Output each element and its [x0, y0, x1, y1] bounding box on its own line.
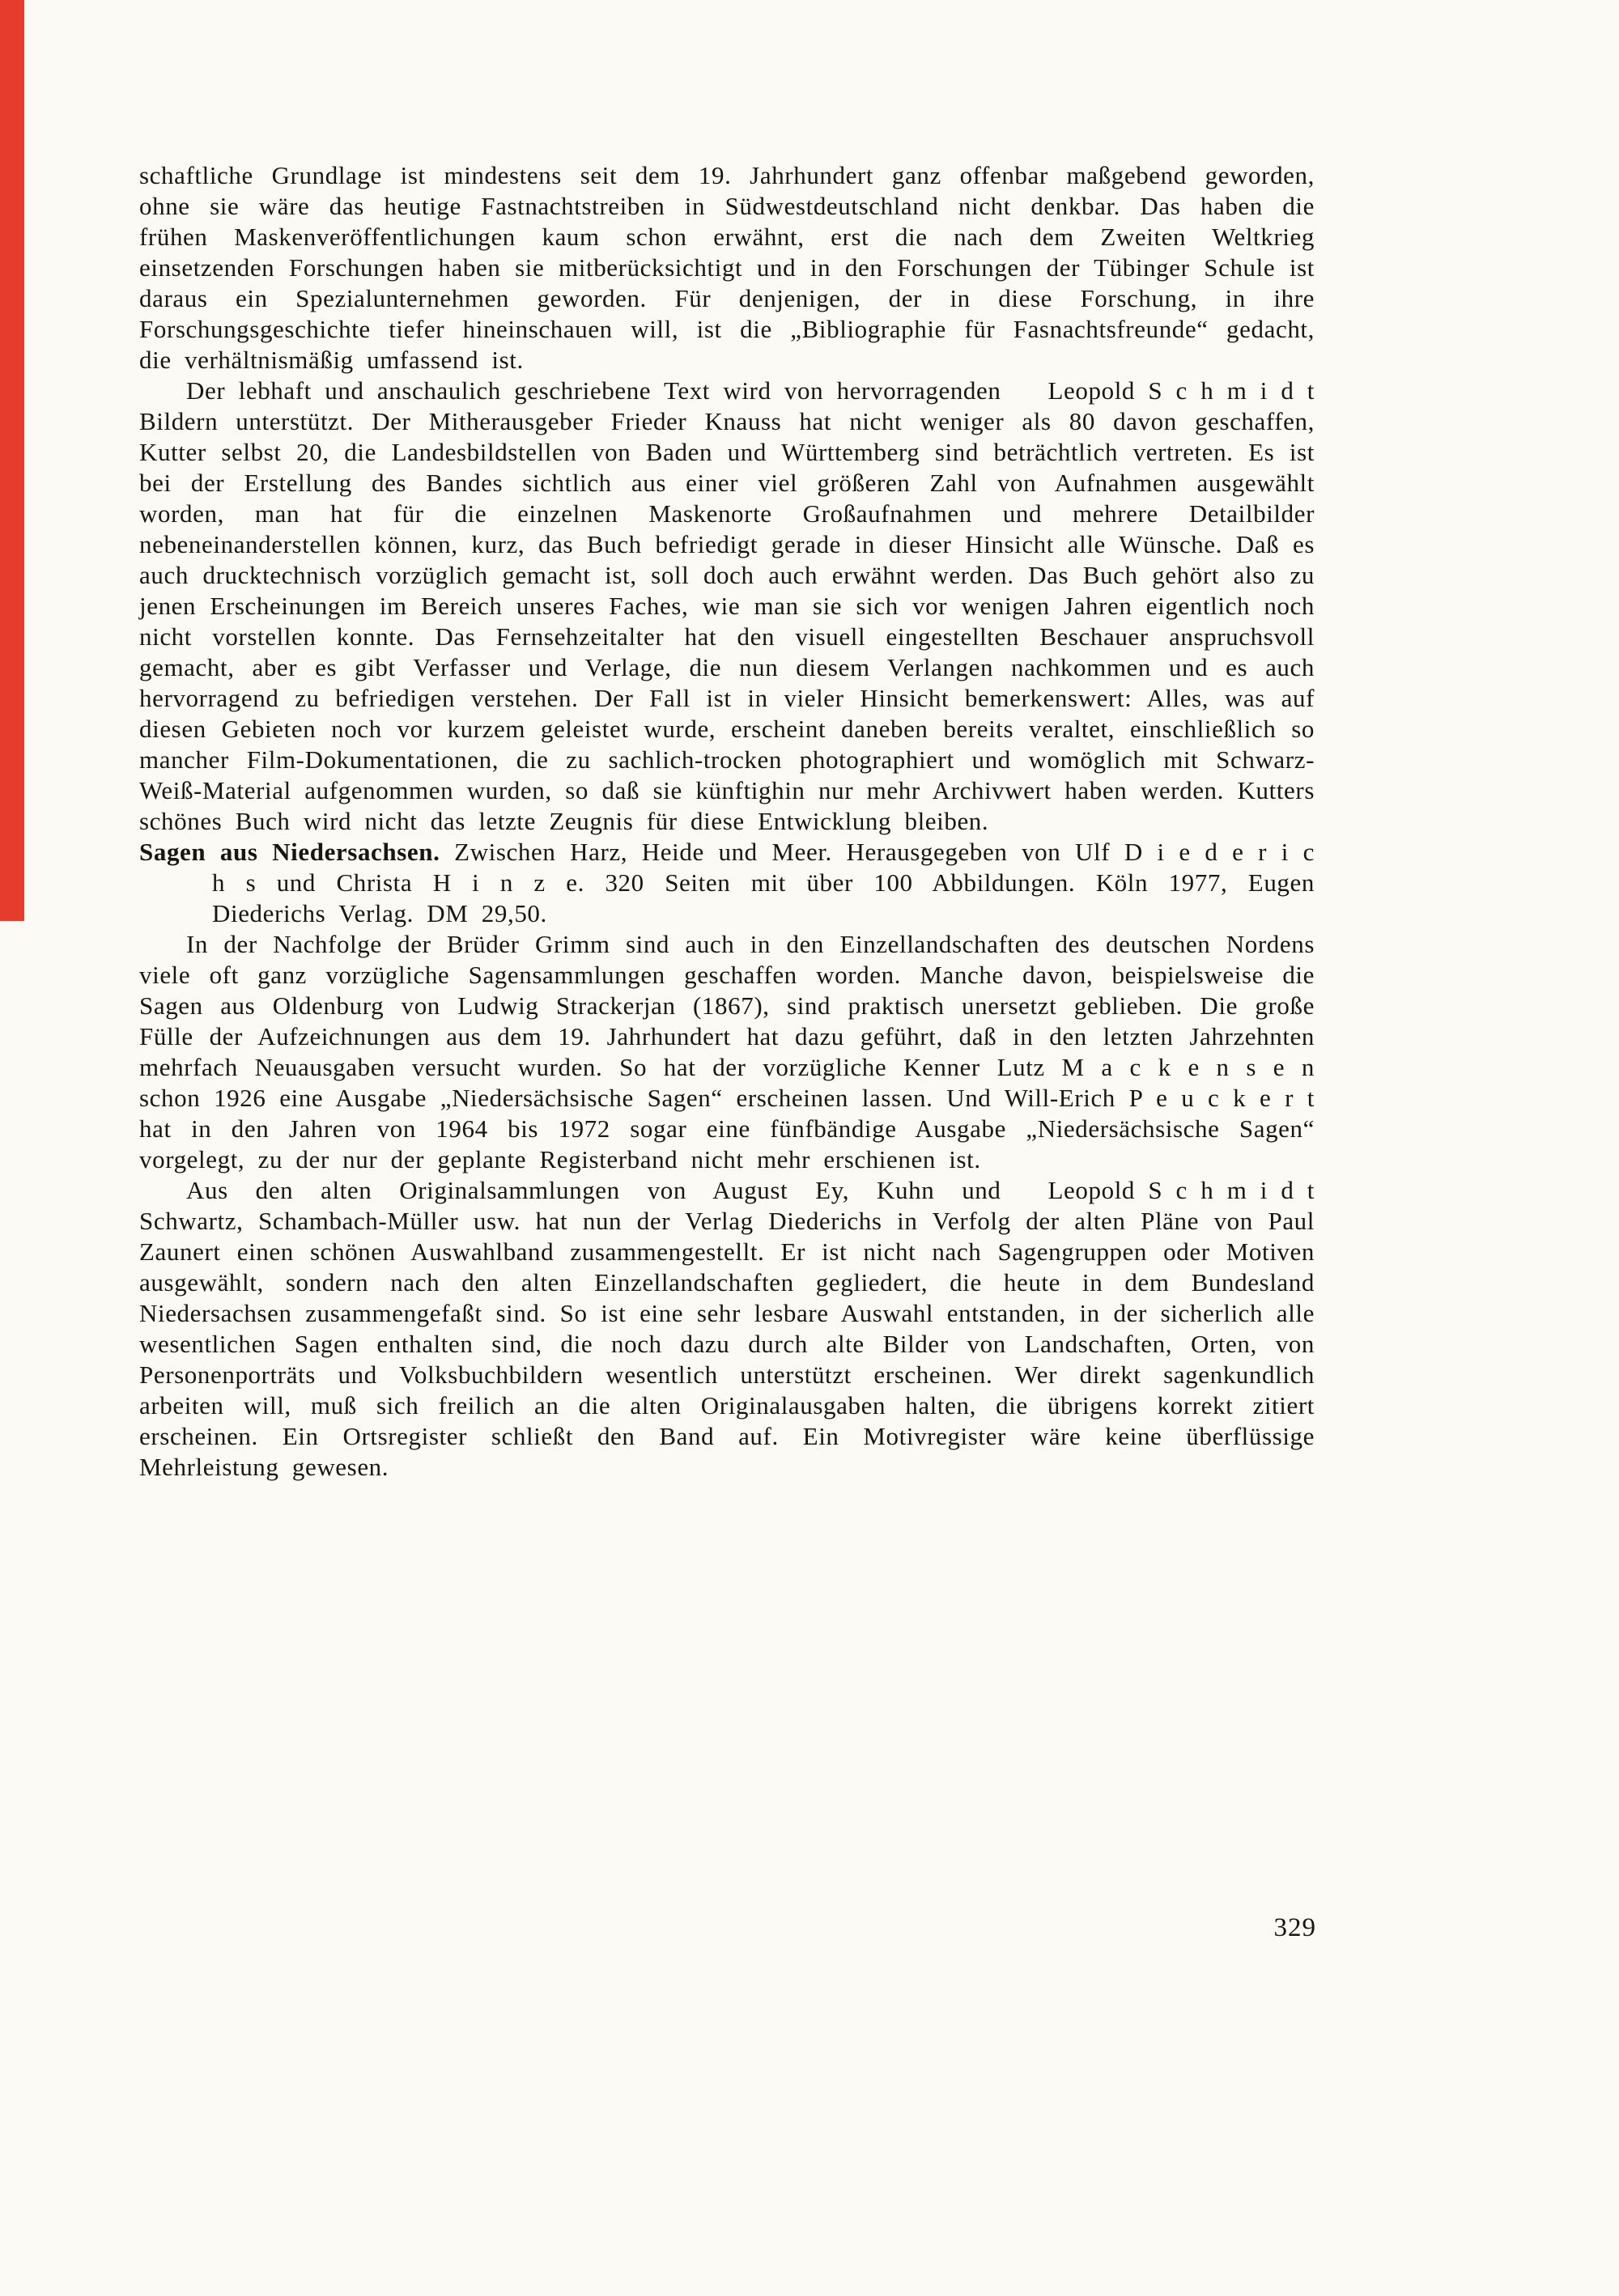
- book-title: Sagen aus Niedersachsen.: [139, 838, 440, 866]
- review-fastnacht-section: [139, 160, 1315, 837]
- body-paragraph: In der Nachfolge der Brüder Grimm sind auch in den Einzellandschaften des deutschen Nordens viele oft ganz vorzügliche Sagensammlungen geschaffen worden. Manche davon, beispielsweise die Sagen aus Oldenburg von Ludwig Strackerjan (1867), sind praktisch unersetzt geblieben. Die große Fülle der Aufzeichnungen aus dem 19. Jahrhundert hat dazu geführt, daß in den letzten Jahrzehnten mehrfach Neuausgaben versucht wurden. So hat der vorzügliche Kenner Lutz M a c k e n s e n schon 1926 eine Ausgabe „Niedersächsische Sagen“ erscheinen lassen. Und Will-Erich P e u c k e r t hat in den Jahren von 1964 bis 1972 sogar eine fünfbändige Ausgabe „Niedersächsische Sagen“ vorgelegt, zu der nur der geplante Registerband nicht mehr erschienen ist.: [139, 930, 1315, 1173]
- book-reference: [139, 837, 1315, 929]
- body-paragraph: [139, 1175, 1315, 1483]
- red-margin-stripe: [0, 0, 24, 921]
- page-number: 329: [1273, 1913, 1316, 1942]
- body-paragraph: schaftliche Grundlage ist mindestens seit dem 19. Jahrhundert ganz offenbar maßgebend geworden, ohne sie wäre das heutige Fastnachtstreiben in Südwestdeutschland nicht denkbar. Das haben die frühen Maskenveröffentlichungen kaum schon erwähnt, erst die nach dem Zweiten Weltkrieg einsetzenden Forschungen haben sie mitberücksichtigt und in den Forschungen der Tübinger Schule ist daraus ein Spezialunternehmen geworden. Für denjenigen, der in diese Forschung, in ihre Forschungsgeschichte tiefer hineinschauen will, ist die „Bibliographie für Fasnachtsfreunde“ gedacht, die verhältnismäßig umfassend ist.: [139, 161, 1315, 374]
- page-text-block: [139, 160, 1315, 1483]
- reviewer-signature: Leopold S c h m i d t: [1047, 376, 1315, 405]
- book-reference-details: Zwischen Harz, Heide und Meer. Herausgegeben von Ulf D i e d e r i c h s und Christa H i n z e. 320 Seiten mit über 100 Abbildungen. Köln 1977, Eugen Diederichs Verlag. DM 29,50.: [212, 838, 1315, 927]
- paragraph-text: Der lebhaft und anschaulich geschriebene Text wird von hervorragenden Bildern unterstützt. Der Mitherausgeber Frieder Knauss hat nicht weniger als 80 davon geschaffen, Kutter selbst 20, die Landesbildstellen von Baden und Württemberg sind beträchtlich vertreten. Es ist bei der Erstellung des Bandes sichtlich aus einer viel größeren Zahl von Aufnahmen ausgewählt worden, man hat für die einzelnen Maskenorte Großaufnahmen und mehrere Detailbilder nebeneinanderstellen können, kurz, das Buch befriedigt gerade in dieser Hinsicht alle Wünsche. Daß es auch drucktechnisch vorzüglich gemacht ist, soll doch auch erwähnt werden. Das Buch gehört also zu jenen Erscheinungen im Bereich unseres Faches, wie man sie sich vor wenigen Jahren eigentlich noch nicht vorstellen konnte. Das Fernsehzeitalter hat den visuell eingestellten Beschauer anspruchsvoll gemacht, aber es gibt Verfasser und Verlage, die nun diesem Verlangen nachkommen und es auch hervorragend zu befriedigen verstehen. Der Fall ist in vieler Hinsicht bemerkenswert: Alles, was auf diesen Gebieten noch vor kurzem geleistet wurde, erscheint daneben bereits veraltet, einschließlich so mancher Film-Dokumentationen, die zu sachlich-trocken photographiert und womöglich mit Schwarz-Weiß-Material aufgenommen wurden, so daß sie künftighin nur mehr Archivwert haben werden. Kutters schönes Buch wird nicht das letzte Zeugnis für diese Entwicklung bleiben.: [139, 376, 1315, 835]
- review-sagen-section: [139, 837, 1315, 1483]
- reviewer-signature: Leopold S c h m i d t: [1047, 1176, 1315, 1204]
- body-paragraph: [139, 376, 1315, 837]
- paragraph-text: Aus den alten Originalsammlungen von August Ey, Kuhn und Schwartz, Schambach-Müller usw. hat nun der Verlag Diederichs in Verfolg der alten Pläne von Paul Zaunert einen schönen Auswahlband zusammengestellt. Er ist nicht nach Sagengruppen oder Motiven ausgewählt, sondern nach den alten Einzellandschaften gegliedert, die heute in dem Bundesland Niedersachsen zusammengefaßt sind. So ist eine sehr lesbare Auswahl entstanden, in der sicherlich alle wesentlichen Sagen enthalten sind, die noch dazu durch alte Bilder von Landschaften, Orten, von Personenporträts und Volksbuchbildern wesentlich unterstützt erscheinen. Wer direkt sagenkundlich arbeiten will, muß sich freilich an die alten Originalausgaben halten, die übrigens korrekt zitiert erscheinen. Ein Ortsregister schließt den Band auf. Ein Motivregister wäre keine überflüssige Mehrleistung gewesen.: [139, 1176, 1315, 1481]
